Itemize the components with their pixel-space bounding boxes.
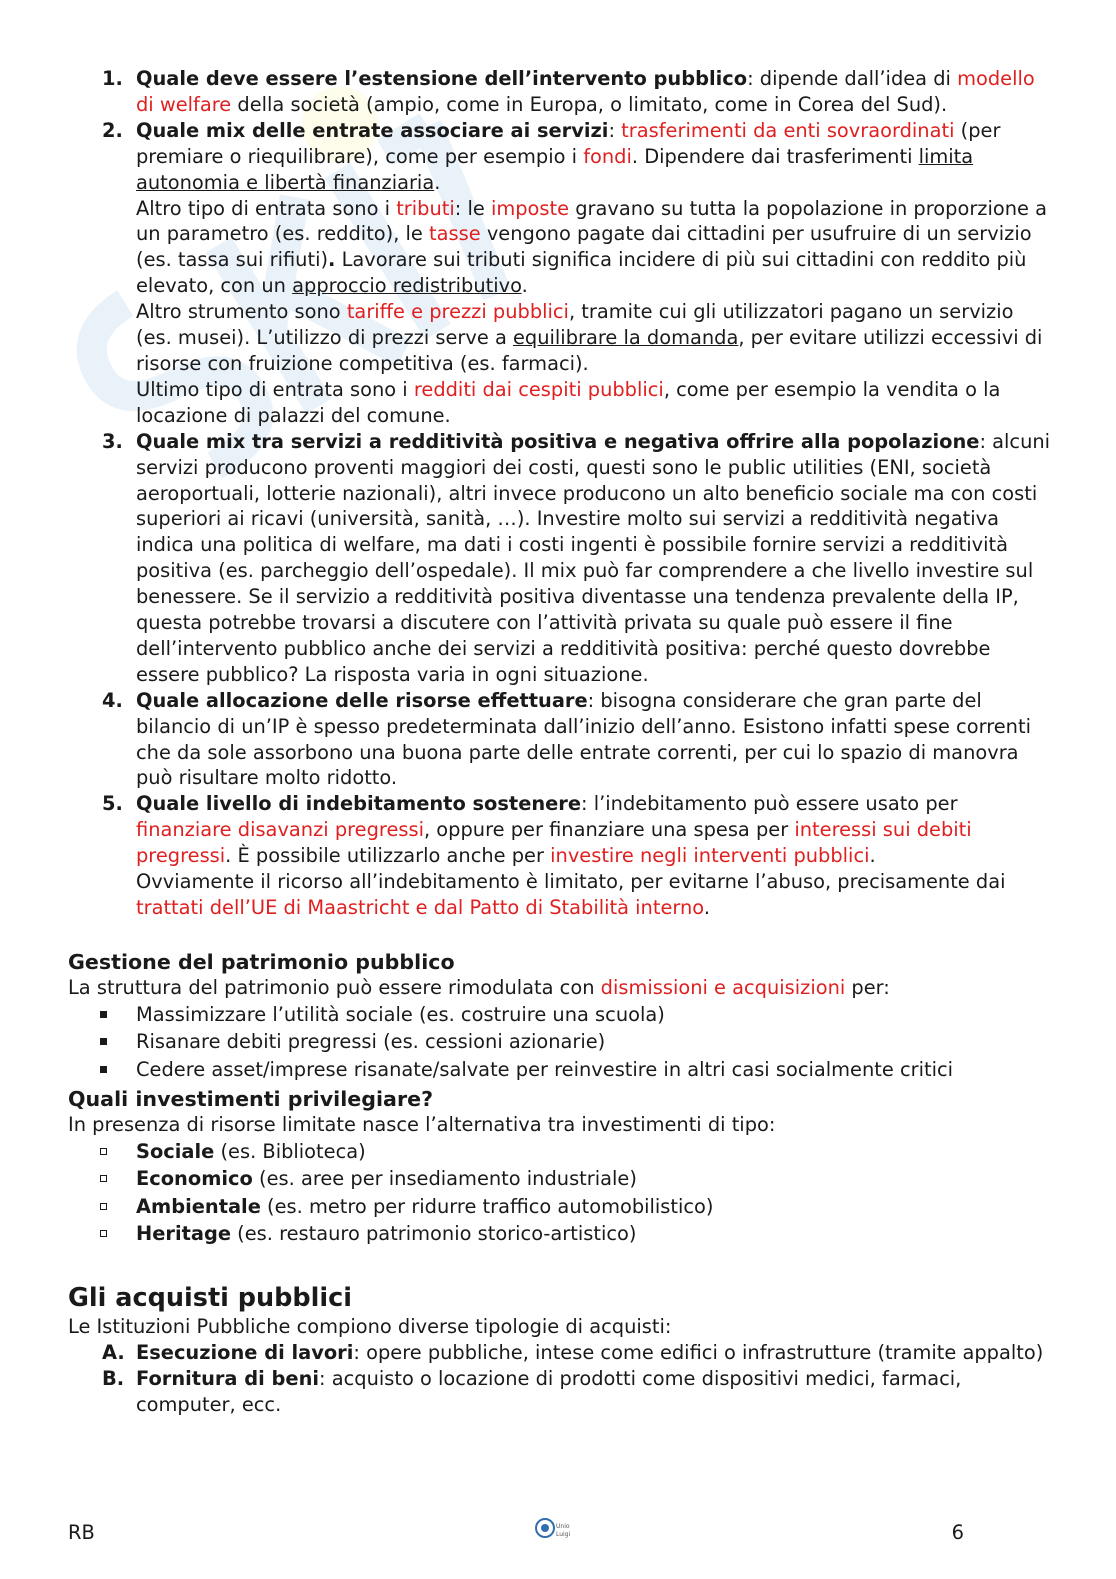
bullet-desc: (es. aree per insediamento industriale) (252, 1167, 637, 1191)
bullet-desc: (es. Biblioteca) (214, 1139, 366, 1163)
item-term: Fornitura di beni (136, 1366, 320, 1390)
text-run: Altro strumento sono (136, 300, 347, 324)
bullet-item (68, 1165, 1053, 1193)
list-item (68, 118, 1053, 429)
text-run: . (869, 844, 876, 868)
item-text (136, 689, 1031, 790)
investimenti-bullets (68, 1138, 1053, 1248)
text-run: . (434, 170, 441, 194)
item-title: Quale livello di indebitamento sostenere (136, 792, 582, 816)
text-run: : (608, 118, 622, 142)
highlight-term: tariffe e prezzi pubblici (346, 300, 569, 324)
highlight-term: modello di welfare (136, 67, 1035, 116)
item-text (136, 792, 1005, 919)
item-text (136, 119, 1047, 427)
highlight-term: finanziare disavanzi pregressi (136, 818, 424, 842)
text-run: . Dipendere dai trasferimenti (631, 144, 919, 168)
page-number: 6 (951, 1521, 964, 1544)
list-item (68, 1340, 1053, 1366)
text-run: : l’indebitamento può essere usato per (581, 792, 958, 816)
acquisti-list (68, 1340, 1053, 1418)
main-content (68, 66, 1053, 1418)
underlined-term: approccio redistributivo (292, 274, 522, 298)
item-letter: A. (102, 1340, 125, 1364)
patrimonio-bullets (68, 1001, 1053, 1084)
highlight-term: investire negli interventi pubblici (550, 844, 870, 868)
item-number: 2. (102, 118, 123, 142)
underlined-term: equilibrare la domanda (513, 326, 739, 350)
text-run: gravano su tutta la popolazione in proporzione a un parametro (es. reddito), le (136, 196, 1047, 246)
item-letter: B. (102, 1366, 125, 1390)
item-term: Esecuzione di lavori (136, 1340, 354, 1364)
underlined-term: limita autonomia e libertà finanziaria (136, 144, 974, 194)
logo-text-2: Luigi (556, 1531, 571, 1538)
patrimonio-intro (68, 975, 1053, 1001)
item-text (136, 430, 1050, 686)
item-number: 3. (102, 429, 123, 453)
text-run: . È possibile utilizzarlo anche per (225, 844, 551, 868)
page-footer (0, 1520, 1116, 1554)
bullet-desc: (es. metro per ridurre traffico automobilistico) (260, 1194, 714, 1218)
text-run: (per premiare o riequilibrare), come per esempio i (136, 118, 1001, 168)
item-number: 5. (102, 792, 123, 816)
numbered-list (68, 66, 1053, 921)
highlight-term: tasse (429, 222, 481, 246)
section-heading-acquisti: Gli acquisti pubblici (68, 1282, 352, 1313)
text-run: , come per esempio la vendita o la locazione di palazzi del comune. (136, 377, 1001, 427)
highlight-term: imposte (490, 196, 570, 220)
highlight-term: tributi (396, 196, 455, 220)
bullet-item (68, 1193, 1053, 1221)
bullet-item (68, 1138, 1053, 1166)
item-desc: : opere pubbliche, intese come edifici o infrastrutture (tramite appalto) (353, 1340, 1044, 1364)
investimenti-intro: In presenza di risorse limitate nasce l’alternativa tra investimenti di tipo: (68, 1112, 776, 1136)
text-run: . (521, 274, 528, 298)
highlight-term: redditi dai cespiti pubblici (413, 377, 664, 401)
footer-author: RB (68, 1521, 95, 1544)
bullet-item (68, 1220, 1053, 1248)
item-number: 1. (102, 67, 123, 90)
section-heading-patrimonio: Gestione del patrimonio pubblico (68, 949, 455, 974)
bullet-term: Heritage (136, 1222, 231, 1246)
list-item (68, 688, 1053, 792)
highlight-term: trasferimenti da enti sovraordinati (621, 118, 955, 142)
text-run: , oppure per finanziare una spesa per (423, 818, 795, 842)
bullet-item: Cedere asset/imprese risanate/salvate per reinvestire in altri casi socialmente critici (68, 1056, 1053, 1084)
bullet-item: Massimizzare l’utilità sociale (es. costruire una scuola) (68, 1001, 1053, 1029)
item-number: 4. (102, 688, 123, 712)
university-logo-icon (534, 1514, 574, 1548)
item-text (136, 67, 1035, 116)
highlight-term: interessi sui debiti pregressi (136, 818, 972, 868)
highlight-term: trattati dell’UE di Maastricht e dal Patto di Stabilità interno (136, 896, 704, 919)
text-run: Lavorare sui tributi significa incidere di più sui cittadini con reddito più elevato, con un (136, 248, 1027, 298)
logo-text-1: Unio (556, 1523, 570, 1530)
item-title: Quale allocazione delle risorse effettuare (136, 688, 588, 712)
list-item (68, 791, 1053, 921)
text-run: Ultimo tipo di entrata sono i (136, 377, 414, 401)
text-run: , per evitare utilizzi eccessivi di risorse con fruizione competitiva (es. farmaci). (136, 326, 1043, 375)
highlight-term: fondi (583, 144, 632, 168)
item-title: . (328, 248, 336, 272)
text-run: . (703, 896, 710, 919)
text-run: Ovviamente il ricorso all’indebitamento è limitato, per evitarne l’abuso, precisamente dai (136, 870, 1006, 894)
list-item (68, 1366, 1053, 1418)
bullet-item: Risanare debiti pregressi (es. cessioni azionarie) (68, 1028, 1053, 1056)
bullet-term: Ambientale (136, 1194, 261, 1218)
section-heading-investimenti: Quali investimenti privilegiare? (68, 1086, 434, 1111)
item-title: Quale mix tra servizi a redditività positiva e negativa offrire alla popolazione (136, 429, 980, 453)
intro-text: La struttura del patrimonio può essere rimodulata con (68, 975, 601, 999)
text-run: Altro tipo di entrata sono i (136, 196, 397, 220)
acquisti-intro: Le Istituzioni Pubbliche compiono diverse tipologie di acquisti: (68, 1314, 672, 1338)
list-item (68, 429, 1053, 688)
text-run: : dipende dall’idea di (747, 67, 958, 90)
text-run: : alcuni servizi producono proventi maggiori dei costi, questi sono le public utilities (ENI, società aeroportuali, lotterie nazionali), altri invece producono un alto beneficio sociale ma con costi superiori ai ricavi (università, sanità, …). Investire molto sui servizi a redditività negativa indica una politica di welfare, ma dati i costi ingenti è possibile fornire servizi a redditività positiva (es. parcheggio dell’ospedale). Il mix può far comprendere a che livello investire sul benessere. Se il servizio a redditività positiva diventasse una tendenza prevalente della IP, questa potrebbe trovarsi a discutere con l’attività privata su quale può essere il fine dell’intervento pubblico anche dei servizi a redditività positiva: perché questo dovrebbe essere pubblico? La risposta varia in ogni situazione. (136, 429, 1051, 686)
intro-highlight: dismissioni e acquisizioni (600, 975, 846, 999)
text-run: : le (454, 196, 491, 220)
item-desc: : acquisto o locazione di prodotti come dispositivi medici, farmaci, computer, ecc. (136, 1366, 962, 1416)
text-run: , tramite cui gli utilizzatori pagano un servizio (es. musei). L’utilizzo di prezzi serve a (136, 300, 1014, 350)
bullet-term: Economico (136, 1167, 253, 1191)
bullet-term: Sociale (136, 1139, 215, 1163)
text-run: della società (ampio, come in Europa, o limitato, come in Corea del Sud). (231, 92, 948, 116)
item-title: Quale deve essere l’estensione dell’intervento pubblico (136, 67, 748, 90)
intro-text-end: per: (845, 975, 890, 999)
list-item (68, 66, 1053, 118)
bullet-desc: (es. restauro patrimonio storico-artistico) (230, 1222, 637, 1246)
text-run: vengono pagate dai cittadini per usufruire di un servizio (es. tassa sui rifiuti) (136, 222, 1032, 272)
text-run: : bisogna considerare che gran parte del bilancio di un’IP è spesso predeterminata dall’inizio dell’anno. Esistono infatti spese correnti che da sole assorbono una buona parte delle entrate correnti, per cui lo spazio di manovra può risultare molto ridotto. (136, 688, 1031, 790)
item-title: Quale mix delle entrate associare ai servizi (136, 118, 609, 142)
